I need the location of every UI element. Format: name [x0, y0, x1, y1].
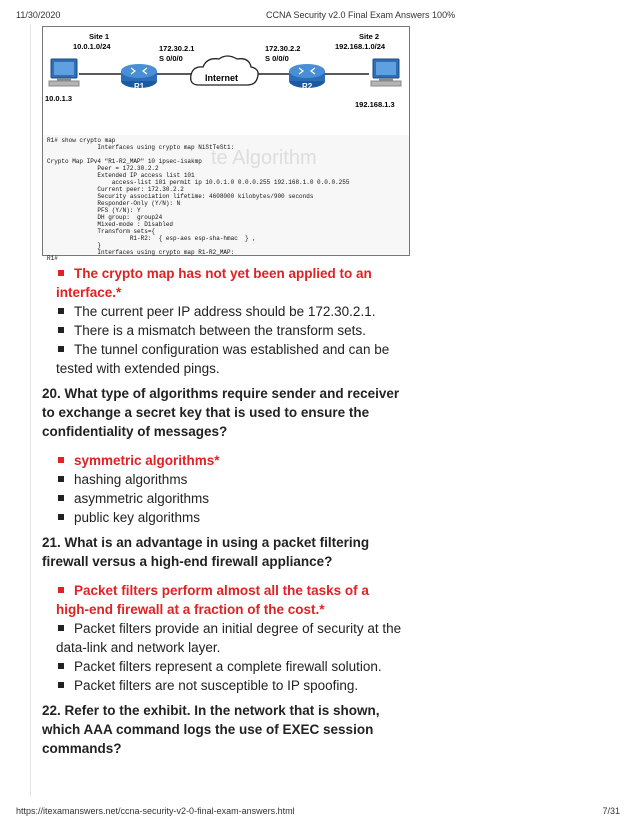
answers-content [42, 264, 402, 758]
site2-network: 192.168.1.0/24 [335, 42, 386, 51]
site2-label: Site 2 [359, 32, 380, 41]
watermark-text: te Algorithm [211, 147, 317, 169]
pc1-icon [49, 59, 79, 86]
site1-label: Site 1 [89, 32, 110, 41]
q21-option [42, 676, 402, 695]
q21-option-correct [42, 581, 402, 619]
r1-interface-label: S 0/0/0 [159, 54, 183, 63]
option-text: The tunnel configuration was established and can be tested with extended pings. [56, 342, 390, 376]
header-title: CCNA Security v2.0 Final Exam Answers 100% [266, 10, 456, 20]
internet-label: Internet [205, 73, 239, 83]
option-text: Packet filters perform almost all the tasks of a high-end firewall at a fraction of the cost.* [56, 583, 369, 617]
option-text: Packet filters are not susceptible to IP spoofing. [74, 678, 359, 693]
q20-options [42, 451, 402, 527]
option-text: The crypto map has not yet been applied to an interface.* [56, 266, 372, 300]
option-text: Packet filters represent a complete firewall solution. [74, 659, 382, 674]
page-margin-line [30, 24, 31, 796]
bullet-icon [58, 682, 64, 688]
option-text: There is a mismatch between the transform sets. [74, 323, 366, 338]
terminal-output [43, 135, 409, 262]
bullet-icon [58, 327, 64, 333]
q20-option [42, 508, 402, 527]
option-text: symmetric algorithms* [74, 453, 220, 468]
terminal-line: Interfaces using crypto map R1-R2_MAP: [47, 249, 235, 256]
r2-ip-label: 172.30.2.2 [265, 44, 301, 53]
exhibit-image [42, 26, 410, 262]
site1-network: 10.0.1.0/24 [73, 42, 111, 51]
terminal-line: Transform sets={ [47, 228, 156, 235]
bullet-icon [58, 270, 64, 276]
pc2-icon [371, 59, 401, 86]
r1-ip-label: 172.30.2.1 [159, 44, 195, 53]
bullet-icon [58, 587, 64, 593]
terminal-line: Current peer: 172.30.2.2 [47, 186, 184, 193]
q19-option [42, 340, 402, 378]
option-text: Packet filters provide an initial degree of security at the data-link and network layer. [56, 621, 402, 655]
q20-option [42, 470, 402, 489]
terminal-line: PFS (Y/N): Y [47, 207, 141, 214]
q21-option [42, 657, 402, 676]
q21-option [42, 619, 402, 657]
q19-options [42, 264, 402, 378]
terminal-line: Crypto Map IPv4 "R1-R2_MAP" 10 ipsec-isakmp [47, 158, 202, 165]
option-text: public key algorithms [74, 510, 201, 525]
footer-page-number: 7/31 [602, 806, 620, 816]
terminal-line: Interfaces using crypto map NiStTeSt1: [47, 144, 235, 151]
bullet-icon [58, 476, 64, 482]
pc1-ip-label: 10.0.1.3 [45, 94, 73, 103]
network-topology-diagram [43, 27, 409, 135]
terminal-line: R1-R2: { esp-aes esp-sha-hmac } , [47, 235, 256, 242]
terminal-line: access-list 101 permit ip 10.0.1.0 0.0.0.255 192.168.1.0 0.0.0.255 [47, 179, 350, 186]
q19-option [42, 302, 402, 321]
footer-url[interactable]: https://itexamanswers.net/ccna-security-v2-0-final-exam-answers.html [16, 806, 295, 816]
question-22: 22. Refer to the exhibit. In the network that is shown, which AAA command logs the use of EXEC session commands? [42, 703, 380, 756]
bullet-icon [58, 495, 64, 501]
question-21: 21. What is an advantage in using a packet filtering firewall versus a high-end firewall appliance? [42, 535, 370, 569]
terminal-line: R1# show crypto map [47, 137, 116, 144]
terminal-line: Security association lifetime: 4608000 kilobytes/900 seconds [47, 193, 314, 200]
bullet-icon [58, 514, 64, 520]
question-20: 20. What type of algorithms require sender and receiver to exchange a secret key that is used to ensure the confidentiality of messages? [42, 386, 400, 439]
r2-interface-label: S 0/0/0 [265, 54, 289, 63]
r2-label: R2 [302, 82, 313, 91]
terminal-line: Responder-Only (Y/N): N [47, 200, 181, 207]
q20-option-correct [42, 451, 402, 470]
terminal-line: DH group: group24 [47, 214, 163, 221]
header-date: 11/30/2020 [16, 10, 61, 20]
option-text: hashing algorithms [74, 472, 188, 487]
q21-options [42, 581, 402, 695]
option-text: The current peer IP address should be 172.30.2.1. [74, 304, 376, 319]
q20-option [42, 489, 402, 508]
r1-label: R1 [134, 82, 145, 91]
bullet-icon [58, 663, 64, 669]
terminal-line: Peer = 172.30.2.2 [47, 165, 159, 172]
bullet-icon [58, 457, 64, 463]
bullet-icon [58, 346, 64, 352]
option-text: asymmetric algorithms [74, 491, 210, 506]
terminal-line: } [47, 242, 102, 249]
pc2-ip-label: 192.168.1.3 [355, 100, 395, 109]
terminal-line: Extended IP access list 101 [47, 172, 195, 179]
terminal-line: Mixed-mode : Disabled [47, 221, 174, 228]
q19-option-correct [42, 264, 402, 302]
q19-option [42, 321, 402, 340]
bullet-icon [58, 625, 64, 631]
bullet-icon [58, 308, 64, 314]
terminal-line: R1# [47, 255, 58, 262]
